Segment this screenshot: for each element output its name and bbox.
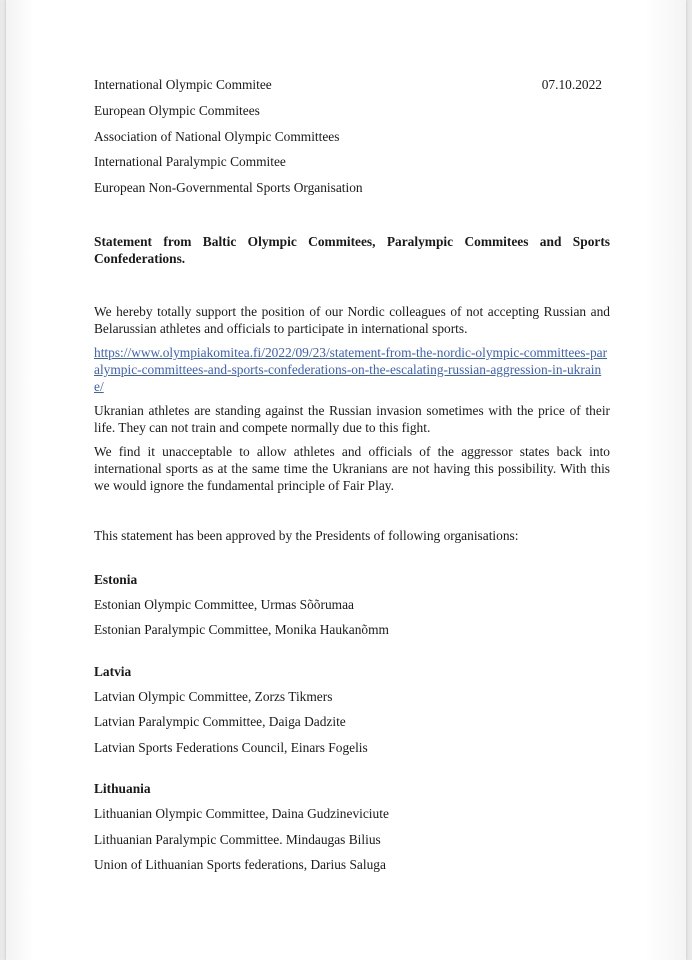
- document-date: 07.10.2022: [541, 77, 602, 92]
- recipient-item: International Olympic Commitee: [94, 77, 272, 92]
- approval-line: This statement has been approved by the Presidents of following organisations:: [94, 527, 519, 543]
- document-page: [6, 0, 686, 960]
- paragraph-support: We hereby totally support the position of our Nordic colleagues of not accepting Russian and Belarussian athletes and officials to participate in international sports.: [94, 303, 610, 336]
- country-block-latvia: [94, 663, 610, 765]
- recipient-item: European Olympic Commitees: [94, 102, 260, 118]
- organisation-line: Union of Lithuanian Sports federations, Darius Saluga: [94, 857, 386, 873]
- organisation-line: Lithuanian Paralympic Committee. Mindaugas Bilius: [94, 831, 381, 847]
- country-heading: Latvia: [94, 663, 132, 679]
- organisation-line: Estonian Paralympic Committee, Monika Haukanõmm: [94, 622, 389, 638]
- recipient-item: Association of National Olympic Committees: [94, 128, 340, 144]
- recipient-item: International Paralympic Commitee: [94, 154, 286, 170]
- document-body: [94, 76, 610, 882]
- country-block-estonia: [94, 571, 610, 647]
- organisation-line: Latvian Olympic Committee, Zorzs Tikmers: [94, 688, 333, 704]
- paragraph-fair-play: We find it unacceptable to allow athletes and officials of the aggressor states back into international sports as at the same time the Ukranians are not having this possibility. With this we would ignore the fundamental principle of Fair Play.: [94, 443, 610, 493]
- link-paragraph: [94, 344, 610, 395]
- recipient-row-first: [94, 76, 602, 102]
- country-heading: Estonia: [94, 571, 138, 587]
- organisation-line: Latvian Sports Federations Council, Einars Fogelis: [94, 739, 368, 755]
- organisation-line: Lithuanian Olympic Committee, Daina Gudzineviciute: [94, 806, 389, 822]
- organisation-line: Latvian Paralympic Committee, Daiga Dadzite: [94, 714, 346, 730]
- statement-link[interactable]: https://www.olympiakomitea.fi/2022/09/23/statement-from-the-nordic-olympic-committees-paralympic-committees-and-sports-confederations-on-the-escalating-russian-aggression-in-ukraine/: [94, 344, 608, 394]
- organisation-line: Estonian Olympic Committee, Urmas Sõõrumaa: [94, 596, 354, 612]
- paragraph-ukraine: Ukranian athletes are standing against the Russian invasion sometimes with the price of their life. They can not train and compete normally due to this fight.: [94, 402, 610, 435]
- recipient-list: [94, 76, 610, 205]
- country-block-lithuania: [94, 780, 610, 882]
- statement-title: Statement from Baltic Olympic Commitees, Paralympic Commitees and Sports Confederations.: [94, 233, 610, 266]
- country-heading: Lithuania: [94, 781, 151, 797]
- recipient-item: European Non-Governmental Sports Organisation: [94, 180, 363, 196]
